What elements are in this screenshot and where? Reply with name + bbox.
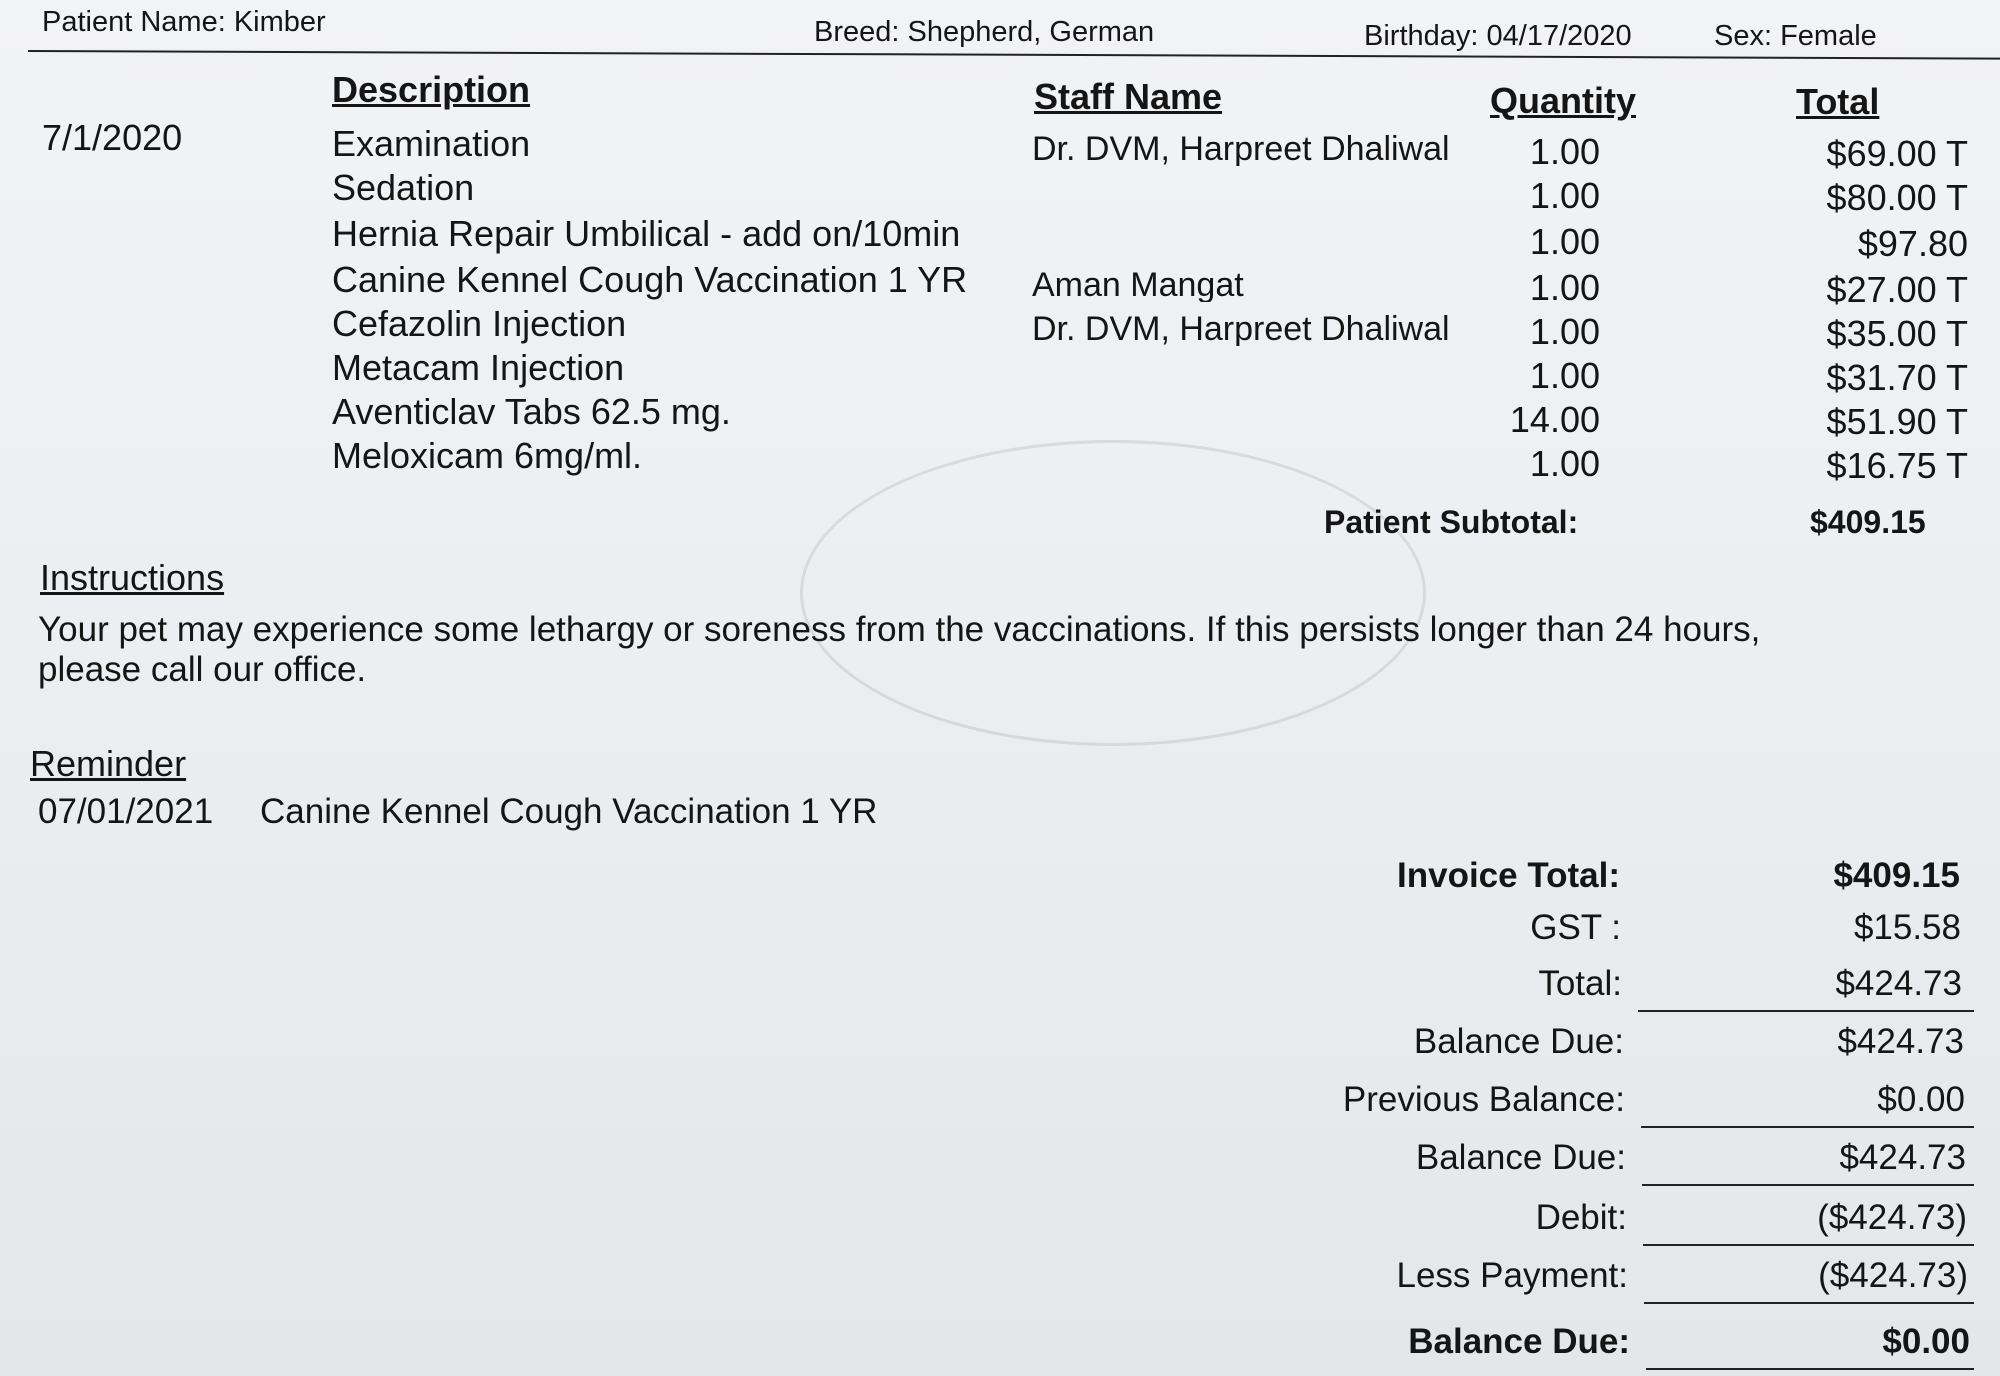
item-total: $27.00 T — [1826, 269, 1968, 310]
item-total: $51.90 T — [1826, 401, 1968, 442]
item-description: Aventiclav Tabs 62.5 mg. — [332, 391, 731, 432]
instructions-line-1: Your pet may experience some lethargy or soreness from the vaccinations. If this persists longer than 24 hours, — [38, 610, 1761, 649]
column-header-description: Description — [332, 69, 531, 110]
totals-label: Total: — [1538, 964, 1622, 1003]
item-quantity: 1.00 — [1529, 221, 1600, 262]
item-total: $35.00 T — [1826, 313, 1968, 354]
item-quantity: 1.00 — [1529, 311, 1600, 352]
item-staff: Aman Mangat — [1032, 268, 1244, 302]
item-description: Meloxicam 6mg/ml. — [332, 435, 643, 476]
item-staff: Dr. DVM, Harpreet Dhaliwal — [1032, 312, 1450, 346]
reminder-date: 07/01/2021 — [38, 792, 214, 831]
totals-label: Invoice Total: — [1397, 856, 1620, 895]
totals-value: $15.58 — [1853, 908, 1961, 947]
totals-value: $0.00 — [1877, 1080, 1965, 1119]
item-quantity: 1.00 — [1529, 443, 1600, 484]
item-total: $97.80 — [1857, 223, 1968, 264]
totals-value: ($424.73) — [1818, 1256, 1968, 1295]
item-staff: Dr. DVM, Harpreet Dhaliwal — [1032, 132, 1450, 166]
column-header-quantity: Quantity — [1490, 80, 1637, 121]
item-description: Canine Kennel Cough Vaccination 1 YR — [332, 259, 968, 300]
totals-label: Balance Due: — [1413, 1022, 1624, 1061]
totals-value: ($424.73) — [1817, 1198, 1967, 1237]
instructions-heading: Instructions — [40, 557, 225, 598]
patient-subtotal-label: Patient Subtotal: — [1324, 504, 1579, 540]
item-total: $16.75 T — [1826, 445, 1968, 486]
item-description: Hernia Repair Umbilical - add on/10min — [332, 213, 961, 254]
item-quantity: 1.00 — [1529, 267, 1600, 308]
sex: Sex: Female — [1714, 20, 1877, 52]
totals-label: Debit: — [1535, 1198, 1627, 1237]
totals-rule — [1646, 1368, 1974, 1370]
breed: Breed: Shepherd, German — [814, 16, 1155, 48]
totals-rule — [1643, 1244, 1974, 1246]
item-quantity: 1.00 — [1529, 355, 1600, 396]
patient-name: Patient Name: Kimber — [42, 6, 326, 38]
birthday: Birthday: 04/17/2020 — [1364, 20, 1632, 52]
totals-label: GST : — [1530, 908, 1621, 947]
totals-value: $424.73 — [1839, 1138, 1966, 1177]
totals-rule — [1638, 1010, 1974, 1012]
totals-value: $0.00 — [1882, 1322, 1970, 1361]
item-total: $69.00 T — [1826, 133, 1968, 174]
item-quantity: 1.00 — [1529, 131, 1600, 172]
totals-rule — [1641, 1126, 1974, 1128]
totals-value: $424.73 — [1837, 1022, 1964, 1061]
item-total: $31.70 T — [1826, 357, 1968, 398]
item-description: Cefazolin Injection — [332, 303, 627, 344]
instructions-line-2: please call our office. — [38, 650, 367, 689]
item-description: Metacam Injection — [332, 347, 625, 388]
totals-value: $409.15 — [1833, 856, 1960, 895]
patient-subtotal-value: $409.15 — [1810, 504, 1926, 540]
faded-stamp-mark — [800, 440, 1426, 746]
reminder-text: Canine Kennel Cough Vaccination 1 YR — [260, 792, 878, 831]
totals-rule — [1644, 1302, 1974, 1304]
totals-value: $424.73 — [1835, 964, 1962, 1003]
header-rule — [28, 50, 2000, 60]
totals-label: Less Payment: — [1396, 1256, 1628, 1295]
service-date: 7/1/2020 — [42, 117, 183, 158]
totals-label: Previous Balance: — [1342, 1080, 1625, 1119]
column-header-staff: Staff Name — [1034, 76, 1223, 117]
item-description: Examination — [332, 123, 531, 164]
totals-label: Balance Due: — [1408, 1322, 1630, 1361]
totals-rule — [1642, 1184, 1974, 1186]
column-header-total: Total — [1796, 81, 1880, 122]
item-quantity: 1.00 — [1529, 175, 1600, 216]
item-description: Sedation — [332, 167, 475, 208]
item-total: $80.00 T — [1826, 177, 1968, 218]
item-quantity: 14.00 — [1509, 399, 1600, 440]
totals-label: Balance Due: — [1415, 1138, 1626, 1177]
reminder-heading: Reminder — [30, 743, 187, 784]
